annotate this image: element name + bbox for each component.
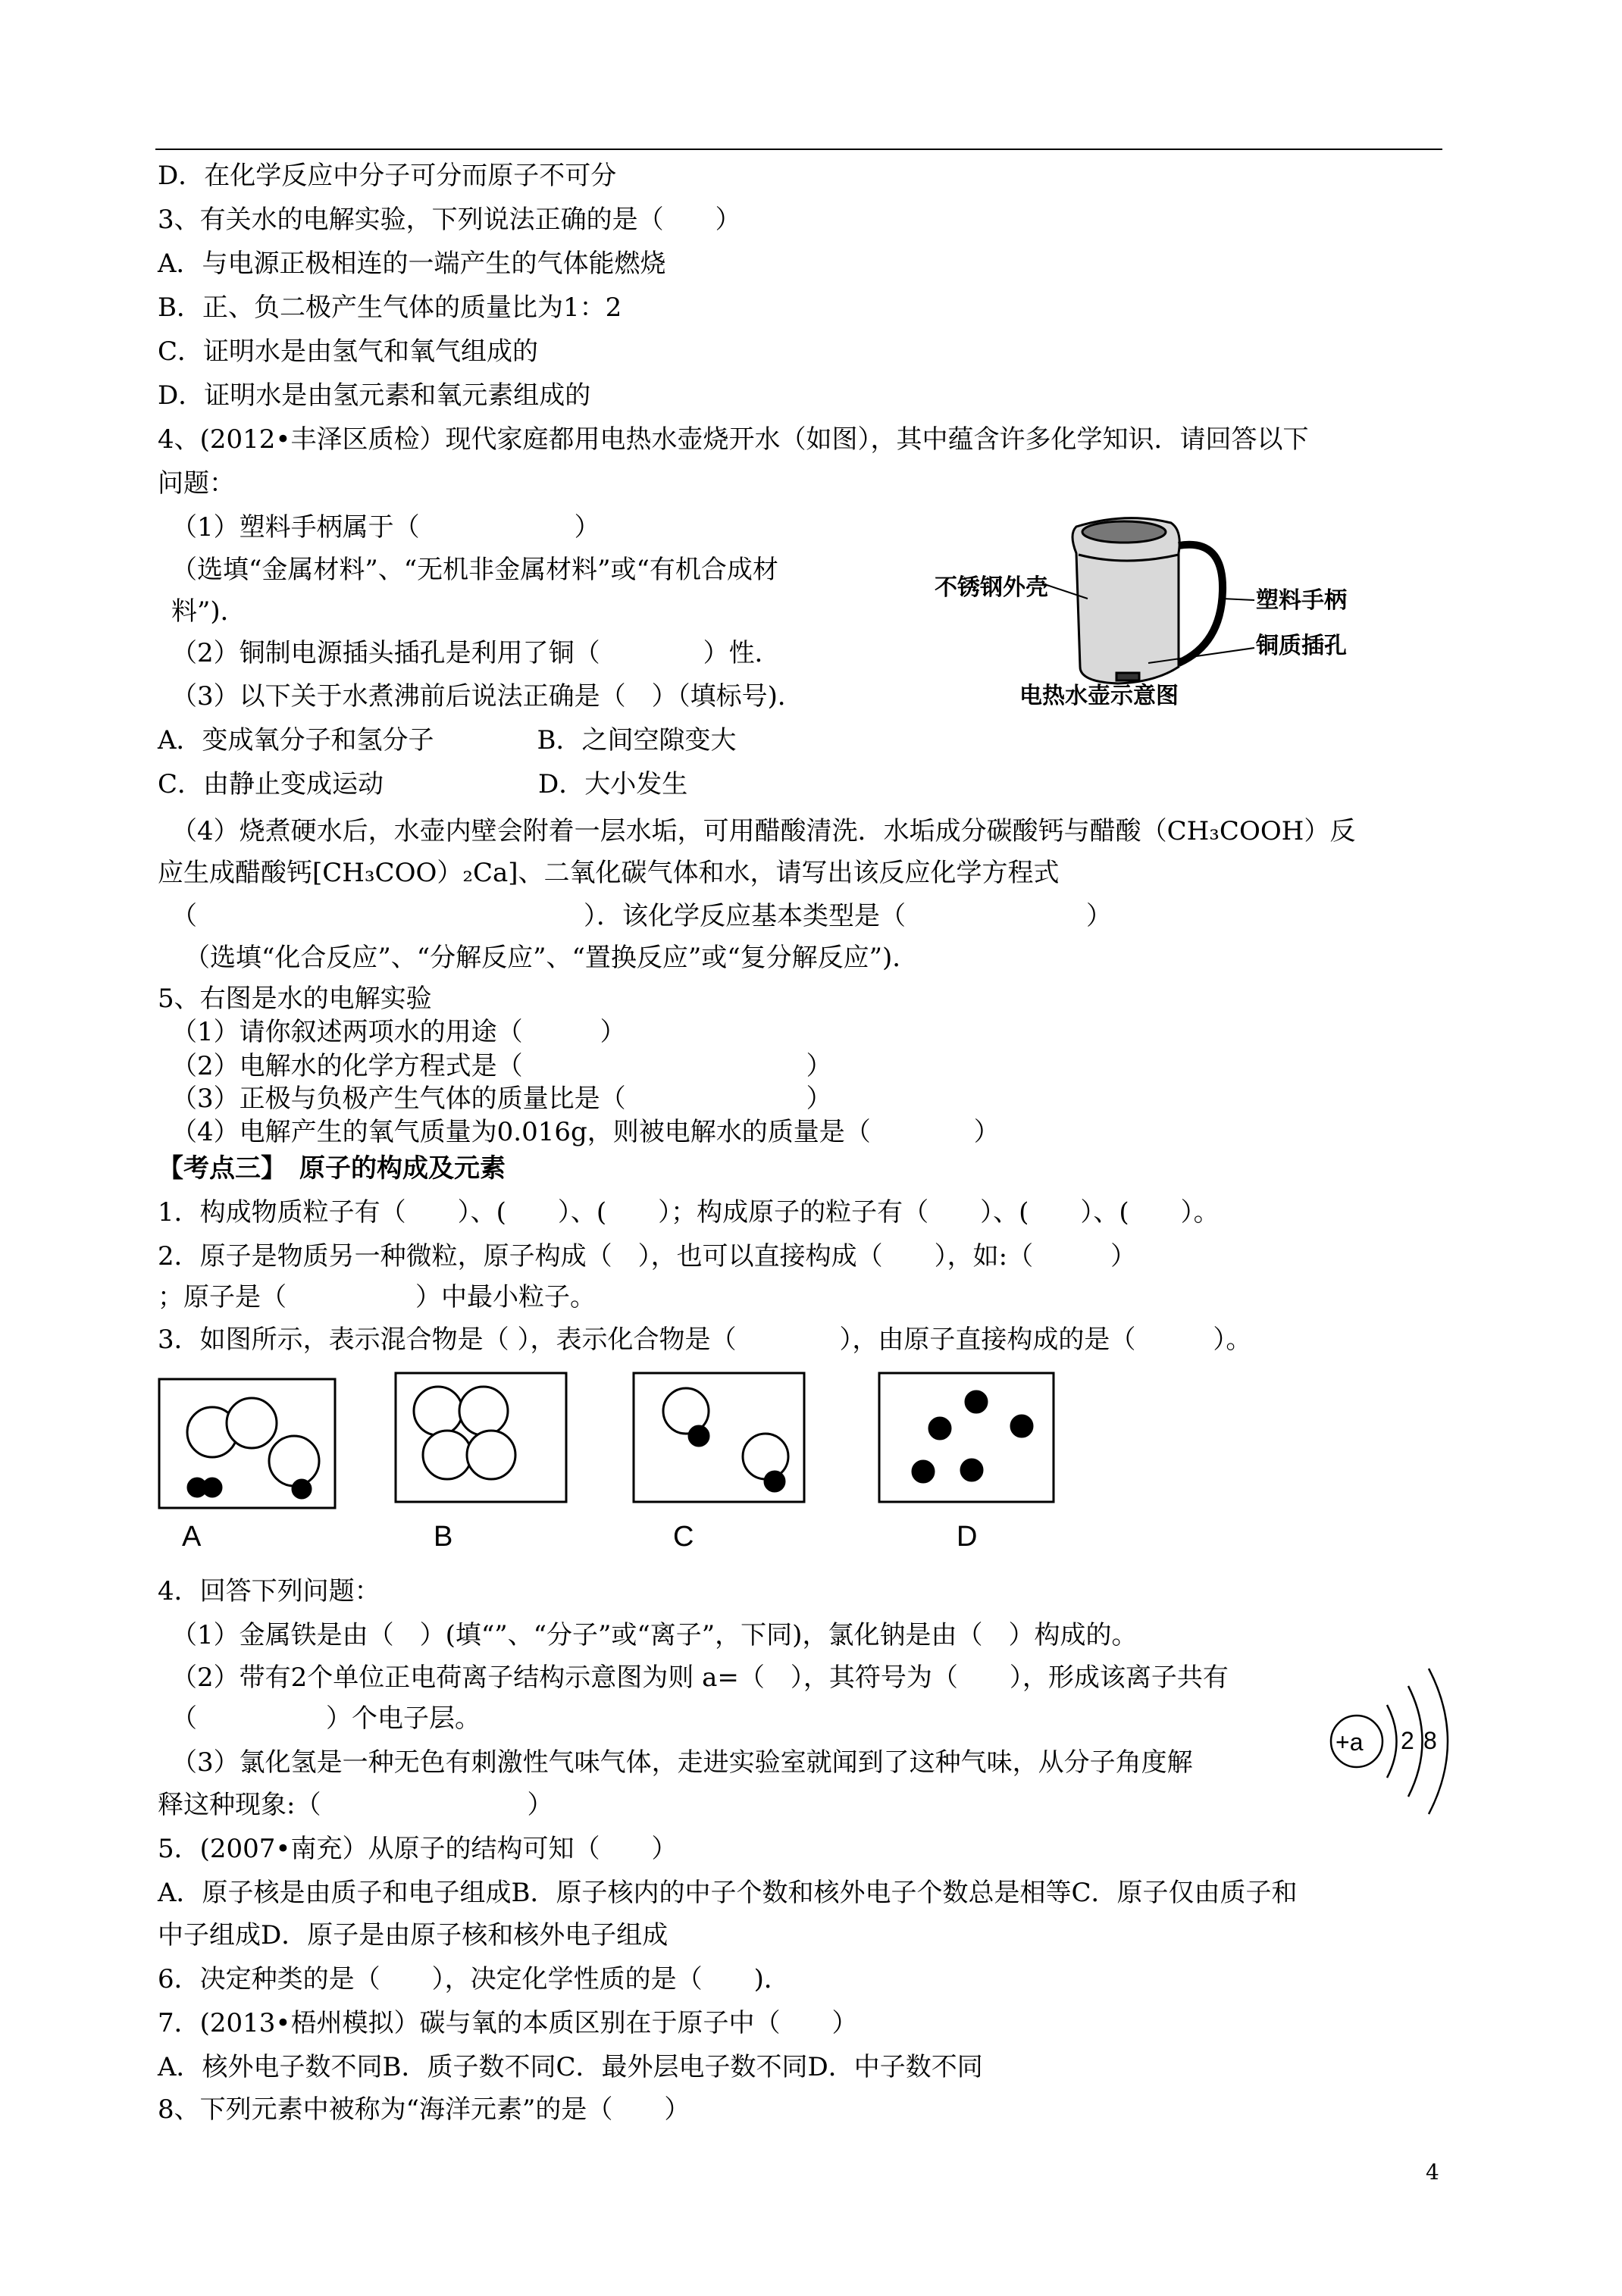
text-line: 【考点三】 原子的构成及元素: [158, 1153, 506, 1184]
text-line: 7．(2013•梧州模拟）碳与氧的本质区别在于原子中（ ）: [158, 2008, 858, 2038]
kettle-caption: 电热水壶示意图: [1019, 683, 1179, 709]
text-line: 4、(2012•丰泽区质检）现代家庭都用电热水壶烧开水（如图），其中蕴含许多化学知识．请回答以下: [158, 424, 1309, 455]
text-line: （选填“金属材料”、“无机非金属材料”或“有机合成材: [171, 555, 778, 585]
text-line: B．正、负二极产生气体的质量比为1：2: [158, 292, 622, 323]
ion-shell2-count: 8: [1423, 1727, 1437, 1754]
text-line: （2）铜制电源插头插孔是利用了铜（ ）性．: [171, 638, 781, 668]
particle-label-b: B: [434, 1521, 453, 1553]
text-line: （3）氯化氢是一种无色有刺激性气味气体，走进实验室就闻到了这种气味，从分子角度解: [171, 1747, 1193, 1778]
text-line: A．与电源正极相连的一端产生的气体能燃烧: [158, 249, 666, 279]
text-line: D．证明水是由氢元素和氧元素组成的: [158, 380, 591, 411]
text-line: （ ）．该化学反应基本类型是（ ）: [171, 901, 1112, 931]
text-line: A．原子核是由质子和电子组成B．原子核内的中子个数和核外电子个数总是相等C．原子仅由质子和: [158, 1878, 1298, 1908]
text-line: （1）请你叙述两项水的用途（ ）: [171, 1017, 626, 1047]
page-number: 4: [1426, 2160, 1439, 2185]
particle-label-c: C: [673, 1521, 694, 1553]
text-line: C．证明水是由氢气和氧气组成的: [158, 336, 539, 367]
text-line: 8、下列元素中被称为“海洋元素”的是（ ）: [158, 2094, 690, 2125]
text-line: 问题：: [158, 468, 235, 499]
text-line: （4）电解产生的氧气质量为0.016g，则被电解水的质量是（ ）: [171, 1117, 1000, 1147]
text-line: A．变成氧分子和氢分子 B．之间空隙变大: [158, 725, 737, 755]
text-line: （1）塑料手柄属于（ ）: [171, 512, 600, 543]
particle-figure: [152, 1356, 1084, 1561]
text-line: （2）带有2个单位正电荷离子结构示意图为则 a=（ ），其符号为（ ），形成该离子共有: [171, 1663, 1229, 1693]
text-line: （3）正极与负极产生气体的质量比是（ ）: [171, 1084, 832, 1114]
text-line: 1．构成物质粒子有（ ）、( ）、( ）；构成原子的粒子有（ ）、( ）、( ）。: [158, 1197, 1220, 1228]
text-line: （选填“化合反应”、“分解反应”、“置换反应”或“复分解反应”)．: [171, 943, 919, 973]
text-line: 5、右图是水的电解实验: [158, 984, 432, 1014]
text-line: （3）以下关于水煮沸前后说法正确是（ ）（填标号)．: [171, 681, 803, 712]
kettle-figure: [928, 485, 1383, 712]
particle-label-d: D: [957, 1521, 978, 1553]
kettle-label-handle: 塑料手柄: [1256, 587, 1347, 614]
text-line: 料”)．: [171, 596, 246, 627]
text-line: C．由静止变成运动 D．大小发生: [158, 769, 688, 799]
ion-nucleus-label: +a: [1335, 1728, 1364, 1756]
ion-shell1-count: 2: [1401, 1727, 1414, 1754]
particle-label-a: A: [182, 1521, 202, 1553]
text-line: 中子组成D．原子是由原子核和核外电子组成: [158, 1920, 669, 1950]
header-rule: [155, 149, 1442, 150]
text-line: （1）金属铁是由（ ）(填“”、“分子”或“离子”，下同)，氯化钠是由（ ）构成的。: [171, 1620, 1138, 1650]
text-line: 6．决定种类的是（ ），决定化学性质的是（ )．: [158, 1964, 790, 1994]
text-line: 2．原子是物质另一种微粒，原子构成（ ），也可以直接构成（ ），如:（ ）: [158, 1241, 1137, 1272]
text-line: （4）烧煮硬水后，水壶内壁会附着一层水垢，可用醋酸清洗．水垢成分碳酸钙与醋酸（CH₃COOH）反: [171, 816, 1356, 846]
kettle-label-shell: 不锈钢外壳: [935, 574, 1048, 601]
text-line: 释这种现象:（ ）: [158, 1790, 553, 1820]
box-d: [879, 1373, 1054, 1502]
kettle-label-socket: 铜质插孔: [1256, 633, 1347, 659]
text-line: D．在化学反应中分子可分而原子不可分: [158, 161, 617, 191]
text-line: 3．如图所示，表示混合物是（ ），表示化合物是（ ），由原子直接构成的是（ ）。: [158, 1325, 1252, 1355]
kettle-drawing: [1042, 518, 1254, 683]
text-line: 4．回答下列问题：: [158, 1576, 380, 1606]
text-line: （ ）个电子层。: [171, 1703, 481, 1734]
ion-structure-figure: [1311, 1659, 1463, 1819]
text-line: ；原子是（ ）中最小粒子。: [158, 1282, 596, 1312]
text-line: 5．(2007•南充）从原子的结构可知（ ）: [158, 1834, 678, 1864]
text-line: A．核外电子数不同B．质子数不同C．最外层电子数不同D．中子数不同: [158, 2052, 983, 2082]
text-line: （2）电解水的化学方程式是（ ）: [171, 1051, 832, 1081]
text-line: 应生成醋酸钙[CH₃COO）₂Ca]、二氧化碳气体和水，请写出该反应化学方程式: [158, 858, 1060, 888]
text-line: 3、有关水的电解实验，下列说法正确的是（ ）: [158, 205, 741, 235]
